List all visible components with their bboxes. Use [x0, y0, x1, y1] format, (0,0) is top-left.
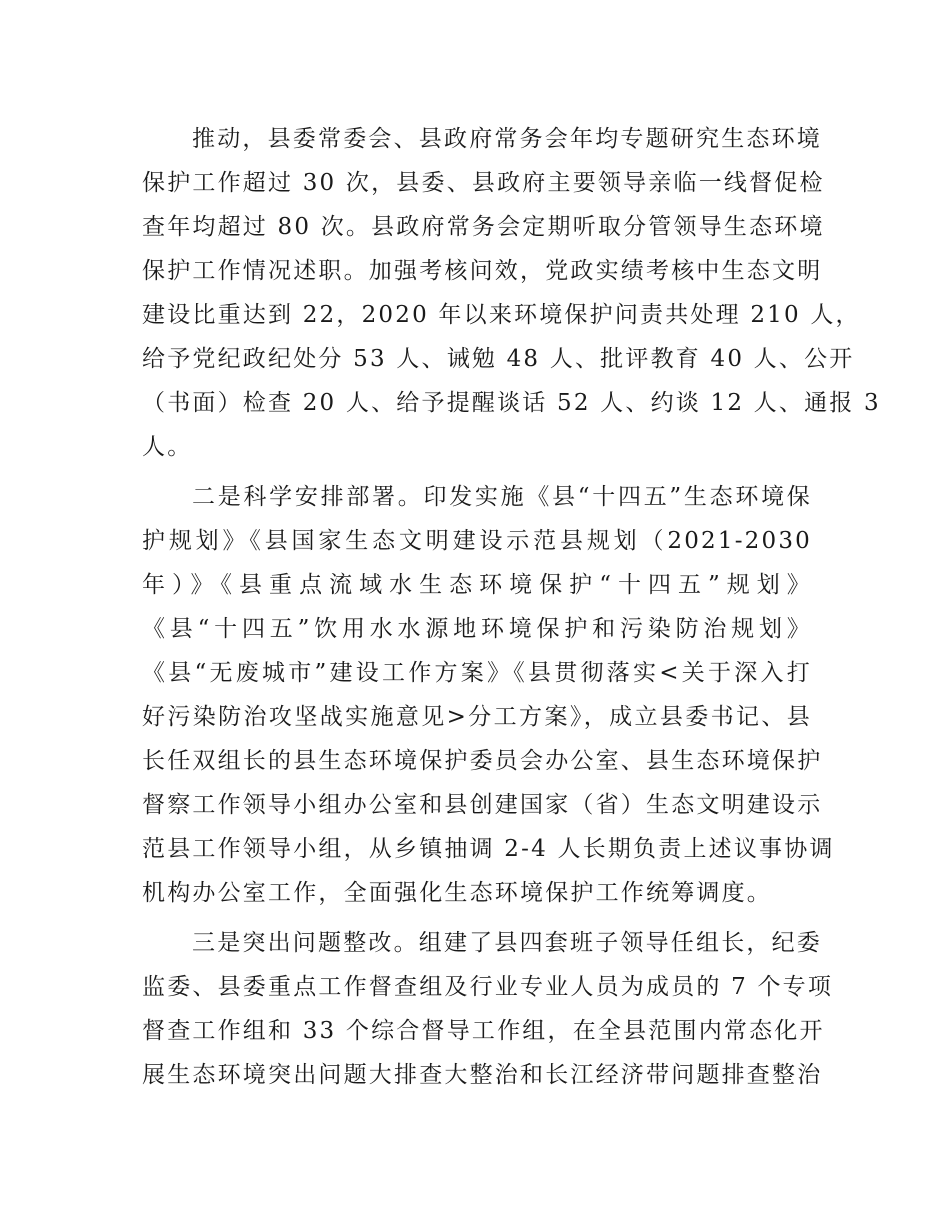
- text-line: 长任双组长的县生态环境保护委员会办公室、县生态环境保护: [142, 748, 823, 774]
- text-line: 展生态环境突出问题大排查大整治和长江经济带问题排查整治: [142, 1062, 823, 1088]
- text-line: 护规划》《县国家生态文明建设示范县规划（2021-2030: [142, 528, 812, 554]
- text-line: 查年均超过 80 次。县政府常务会定期听取分管领导生态环境: [142, 214, 825, 240]
- text-line: 保护工作超过 30 次，县委、县政府主要领导亲临一线督促检: [142, 170, 825, 196]
- text-line: 督察工作领导小组办公室和县创建国家（省）生态文明建设示: [142, 792, 823, 818]
- text-line: 二是科学安排部署。印发实施《县“十四五”生态环境保: [192, 484, 812, 510]
- text-line: 人。: [142, 434, 193, 460]
- text-line: 机构办公室工作，全面强化生态环境保护工作统筹调度。: [142, 880, 772, 906]
- text-line: 三是突出问题整改。组建了县四套班子领导任组长，纪委: [192, 930, 822, 956]
- text-line: 范县工作领导小组，从乡镇抽调 2-4 人长期负责上述议事协调: [142, 836, 835, 862]
- text-line: 建设比重达到 22，2020 年以来环境保护问责共处理 210 人，: [142, 302, 861, 328]
- text-line: 好污染防治攻坚战实施意见>分工方案》，成立县委书记、县: [142, 704, 812, 730]
- text-line: 保护工作情况述职。加强考核问效，党政实绩考核中生态文明: [142, 258, 823, 284]
- text-line: （书面）检查 20 人、给予提醒谈话 52 人、约谈 12 人、通报 3: [142, 390, 881, 416]
- text-line: 推动，县委常委会、县政府常务会年均专题研究生态环境: [192, 126, 822, 152]
- text-line: 年）》《县重点流域水生态环境保护“十四五”规划》: [142, 572, 812, 598]
- text-line: 给予党纪政纪处分 53 人、诫勉 48 人、批评教育 40 人、公开: [142, 346, 855, 372]
- text-line: 督查工作组和 33 个综合督导工作组，在全县范围内常态化开: [142, 1018, 825, 1044]
- text-line: 《县“无废城市”建设工作方案》《县贯彻落实<关于深入打: [142, 660, 812, 686]
- text-line: 《县“十四五”饮用水水源地环境保护和污染防治规划》: [142, 616, 812, 642]
- text-line: 监委、县委重点工作督查组及行业专业人员为成员的 7 个专项: [142, 974, 834, 1000]
